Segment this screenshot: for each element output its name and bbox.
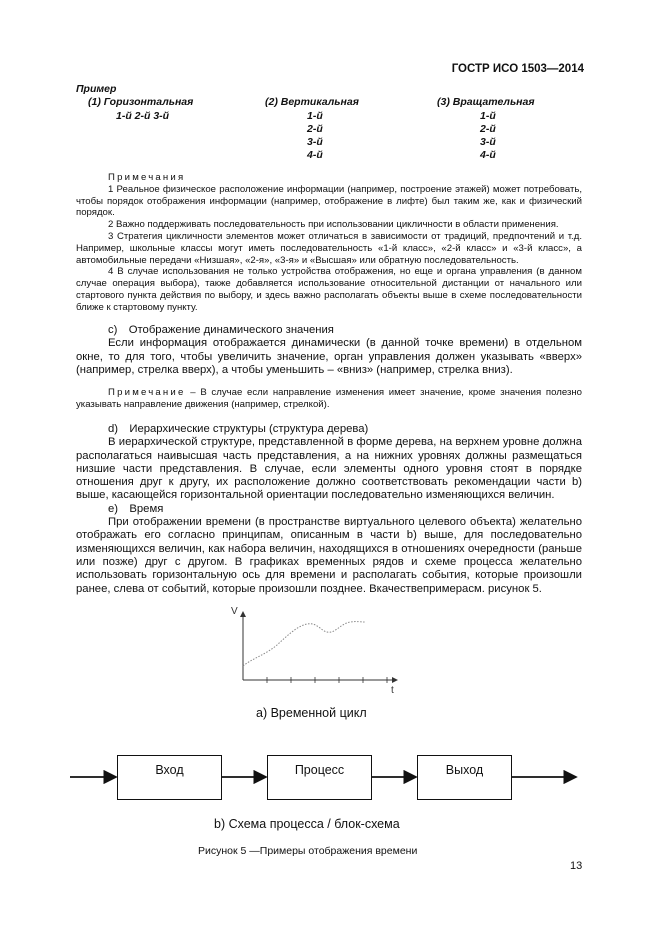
note-1: 1 Реальное физическое расположение информации (например, построение этажей) может потребовать, чтобы порядок отображения информации (например, отображение в лифте) был таким же, как и физический порядок. (76, 183, 582, 219)
direction-note-dash: – (185, 387, 201, 398)
example-rotational-item: 1-й (480, 110, 496, 122)
example-vertical-item: 3-й (307, 136, 323, 148)
section-d-heading: d) Иерархические структуры (структура дерева) (108, 423, 369, 435)
section-c (76, 324, 582, 377)
note-3: 3 Стратегия цикличности элементов может отличаться в зависимости от традиций, предпочтений и т.д. Например, школьные классы могут иметь последовательность «1-й класс», «2-й класс» и «3-й класс», а автомобильные передачи «Низшая», «2-я», «3-я» и «Высшая» или обратную последовательность. (76, 230, 582, 266)
output-box-label: Выход (445, 763, 484, 777)
figure-a-caption: а) Временной цикл (256, 706, 367, 720)
example-horizontal-title: (1) Горизонтальная (88, 96, 194, 108)
direction-note-text: В случае если направление изменения имеет значение, кроме значения полезно указывать направление движения (например, стрелкой). (76, 387, 582, 410)
section-e-heading: e) Время (108, 502, 164, 515)
example-horizontal-row: 1-й 2-й 3-й (116, 110, 170, 122)
example-rotational-item: 4-й (480, 149, 496, 161)
direction-note-label: Примечание (108, 387, 186, 398)
example-rotational-title: (3) Вращательная (437, 96, 535, 108)
example-vertical-item: 4-й (307, 149, 323, 161)
x-axis-label: t (391, 685, 394, 696)
time-cycle-chart (225, 600, 415, 700)
figure-caption: Рисунок 5 —Примеры отображения времени (198, 845, 418, 857)
example-vertical-item: 1-й (307, 110, 323, 122)
standard-header: ГОСТР ИСО 1503—2014 (451, 63, 584, 75)
note-4: 4 В случае использования не только устройства отображения, но еще и органа управления (в данном случае операция выбора), также добавляется использование относительной дистанции от начального или стартового пункта действия по выбору, и здесь важно располагать объекты выше в схеме последовательности ближе к стартовому пункту. (76, 266, 582, 313)
example-label: Пример (76, 83, 117, 95)
section-d-text: В иерархической структуре, представленной в форме дерева, на верхнем уровне должна располагаться наивысшая часть представления, а на нижних уровнях должны размещаться низшие части представления. В случае, если элементы одного уровня стоят в порядке отношения друг к другу, их расположение должно соответствовать рекомендации части b) выше, касающейся горизонтальной ориентации последовательно изменяющихся величин. (76, 436, 582, 502)
input-box (117, 755, 222, 800)
notes-title: Примечания (108, 172, 186, 183)
section-e-text: При отображении времени (в пространстве виртуального целевого объекта) желательно отображать его согласно принципам, описанным в части b) выше, для последовательно изменяющихся величин, как набора величин, находящихся в отношениях очередности (раньше или позже) друг с другом. В графиках временных рядов и схеме процесса желательно использовать горизонтальную ось для времени и располагать события, которые произошли ранее, слева от событий, которые произошли позднее. Вкачествепримерасм. рисунок 5. (76, 516, 582, 595)
page-number: 13 (570, 860, 583, 872)
output-box (417, 755, 512, 800)
section-c-heading: c) Отображение динамического значения (108, 324, 334, 336)
section-c-text: Если информация отображается динамически (в данной точке времени) в отдельном окне, то для того, чтобы увеличить значение, орган управления должен указывать «вверх» (например, стрелка вверх), а чтобы уменьшить – «вниз» (например, стрелка вниз). (76, 337, 582, 376)
notes-block (76, 172, 582, 314)
example-vertical-item: 2-й (307, 123, 323, 135)
figure-b-caption: b) Схема процесса / блок-схема (214, 817, 400, 831)
process-box-label: Процесс (294, 763, 345, 777)
process-box (267, 755, 372, 800)
example-rotational-item: 3-й (480, 136, 496, 148)
example-rotational-item: 2-й (480, 123, 496, 135)
input-box-label: Вход (155, 763, 184, 777)
direction-note (76, 387, 582, 411)
note-2: 2 Важно поддерживать последовательность при использовании цикличности в области применения. (108, 219, 559, 231)
time-series-line (243, 622, 365, 666)
y-axis-label: V (231, 606, 238, 617)
section-d (76, 423, 582, 596)
example-vertical-title: (2) Вертикальная (265, 96, 359, 108)
